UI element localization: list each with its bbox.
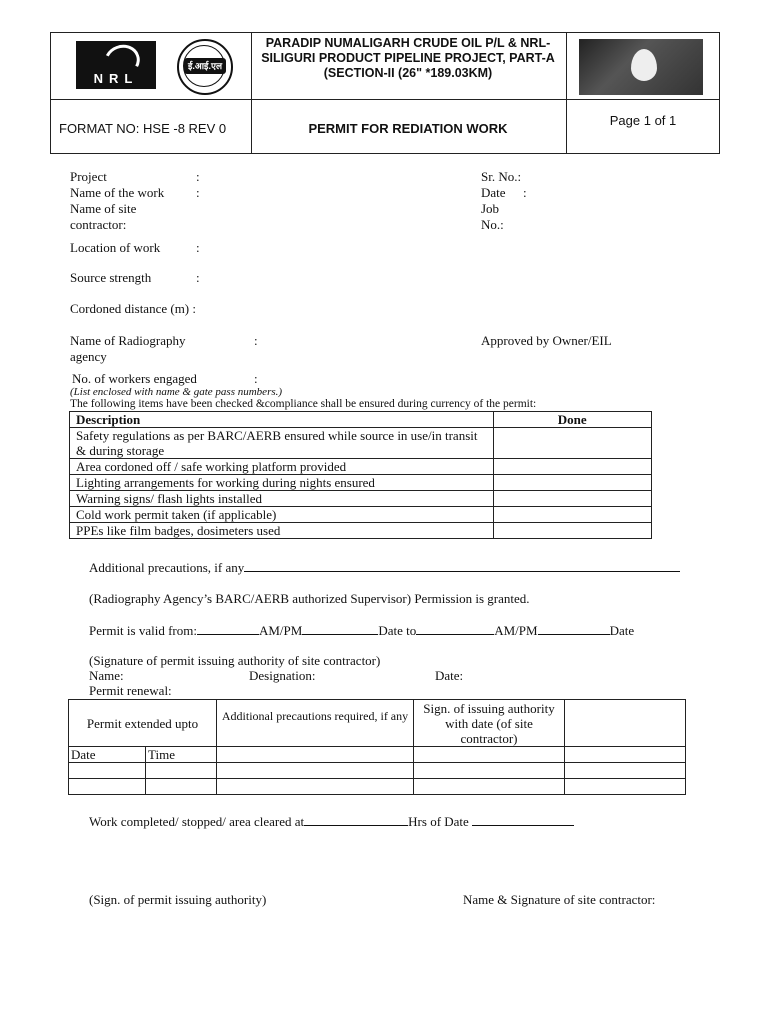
job-label: Job: [481, 201, 500, 216]
valid-from-label: Permit is valid from:: [89, 623, 197, 638]
hrs-of-date-label: Hrs of Date: [408, 814, 469, 829]
checked-note: The following items have been checked &compliance shall be ensured during currency of the permit:: [70, 398, 537, 410]
colon: :: [196, 240, 200, 255]
cordoned-label: Cordoned distance (m) :: [70, 301, 196, 316]
renewal-label: Permit renewal:: [89, 683, 172, 698]
cell[interactable]: [565, 747, 686, 763]
approved-label: Approved by Owner/EIL: [481, 333, 612, 348]
additional-precautions-field[interactable]: [244, 559, 680, 572]
header-divider: [566, 33, 567, 153]
format-number: FORMAT NO: HSE -8 REV 0: [59, 121, 227, 136]
date-end-label: Date: [609, 623, 635, 638]
table-header-row: [70, 412, 652, 428]
table-row: [69, 747, 686, 763]
work-name-label: Name of the work: [70, 185, 165, 200]
table-row: [70, 475, 652, 491]
location-label: Location of work: [70, 240, 161, 255]
sign-issuing-header: Sign. of issuing authority with date (of site contractor): [414, 700, 565, 747]
checklist-table: [69, 411, 652, 539]
job-no-label: No.:: [481, 217, 504, 232]
ampm-field[interactable]: [302, 622, 378, 635]
sr-no-label: Sr. No.:: [481, 169, 522, 184]
additional-header: Additional precautions required, if any: [217, 700, 414, 747]
colon: :: [254, 371, 258, 386]
workers-label: No. of workers engaged: [72, 371, 197, 386]
list-note: (List enclosed with name & gate pass numbers.): [70, 386, 283, 398]
time-subheader: Time: [146, 747, 217, 763]
checklist-item: Safety regulations as per BARC/AERB ensured while source in use/in transit & during storage: [70, 428, 494, 459]
form-header: [50, 32, 720, 154]
name-label: Name:: [89, 668, 124, 683]
table-row: [70, 507, 652, 523]
date-to-field[interactable]: [416, 622, 494, 635]
done-cell[interactable]: [493, 428, 652, 459]
table-header-row: [69, 700, 686, 747]
renewal-table: [68, 699, 686, 795]
designation-label: Designation:: [249, 668, 316, 683]
colon: :: [523, 185, 527, 200]
agency-label: agency: [70, 349, 107, 364]
done-cell[interactable]: [493, 523, 652, 539]
cell[interactable]: [217, 763, 414, 779]
cell[interactable]: [217, 779, 414, 795]
table-row: [70, 459, 652, 475]
done-cell[interactable]: [493, 491, 652, 507]
form-title: PERMIT FOR REDIATION WORK: [308, 121, 508, 136]
cell[interactable]: [146, 763, 217, 779]
name-sign-label: Name & Signature of site contractor:: [463, 892, 656, 907]
valid-from-field[interactable]: [197, 622, 259, 635]
checklist-item: Cold work permit taken (if applicable): [70, 507, 494, 523]
table-row: [70, 491, 652, 507]
additional-precautions-label: Additional precautions, if any: [89, 560, 245, 575]
site-name-label: Name of site: [70, 201, 137, 216]
checklist-item: Warning signs/ flash lights installed: [70, 491, 494, 507]
table-row: [69, 779, 686, 795]
colon: :: [254, 333, 258, 348]
contractor-label: contractor:: [70, 217, 127, 232]
work-completed-field[interactable]: [304, 813, 408, 826]
ampm-label: AM/PM: [258, 623, 303, 638]
extended-header: Permit extended upto: [69, 700, 217, 747]
empty-header: [565, 700, 686, 747]
nrl-logo: [76, 41, 156, 89]
signature-issuing-label: (Signature of permit issuing authority of site contractor): [89, 653, 381, 668]
checklist-item: Lighting arrangements for working during nights ensured: [70, 475, 494, 491]
sign-permit-label: (Sign. of permit issuing authority): [89, 892, 267, 907]
nrl-logo-text: NRL: [93, 71, 139, 86]
project-label: Project: [70, 169, 107, 184]
table-row: [69, 763, 686, 779]
cell[interactable]: [565, 763, 686, 779]
work-completed-label: Work completed/ stopped/ area cleared at: [89, 814, 305, 829]
permission-text: (Radiography Agency’s BARC/AERB authorized Supervisor) Permission is granted.: [89, 591, 530, 606]
cell[interactable]: [69, 763, 146, 779]
date-label: Date: [481, 185, 506, 200]
eil-logo-text: ई.आई.एल: [184, 58, 226, 74]
eil-logo: [177, 39, 233, 95]
done-cell[interactable]: [493, 459, 652, 475]
ampm-field[interactable]: [538, 622, 610, 635]
description-header: Description: [70, 412, 494, 428]
table-row: [70, 523, 652, 539]
hrs-date-field[interactable]: [472, 813, 574, 826]
date-to-label: Date to: [378, 623, 417, 638]
cell[interactable]: [414, 763, 565, 779]
additional-precautions-line: [89, 559, 680, 576]
colon: :: [196, 169, 200, 184]
page-number: Page 1 of 1: [609, 113, 677, 128]
cell[interactable]: [414, 779, 565, 795]
cell[interactable]: [565, 779, 686, 795]
header-divider: [51, 99, 719, 100]
table-row: [70, 428, 652, 459]
date-subheader: Date: [69, 747, 146, 763]
colon: :: [196, 270, 200, 285]
done-cell[interactable]: [493, 475, 652, 491]
checklist-item: Area cordoned off / safe working platform provided: [70, 459, 494, 475]
project-title: PARADIP NUMALIGARH CRUDE OIL P/L & NRL-SILIGURI PRODUCT PIPELINE PROJECT, PART-A (SECTION-II (26" *189.03KM): [261, 36, 555, 80]
cell[interactable]: [217, 747, 414, 763]
cell[interactable]: [146, 779, 217, 795]
source-label: Source strength: [70, 270, 152, 285]
pipeline-logo: [579, 39, 703, 95]
work-completed-line: [89, 813, 574, 830]
done-cell[interactable]: [493, 507, 652, 523]
cell[interactable]: [414, 747, 565, 763]
validity-line: [89, 622, 634, 639]
colon: :: [196, 185, 200, 200]
done-header: Done: [493, 412, 652, 428]
ampm-label: AM/PM: [494, 623, 538, 638]
radiography-label: Name of Radiography: [70, 333, 186, 348]
cell[interactable]: [69, 779, 146, 795]
checklist-item: PPEs like film badges, dosimeters used: [70, 523, 494, 539]
date-label: Date:: [435, 668, 464, 683]
oil-drop-icon: [631, 49, 657, 81]
